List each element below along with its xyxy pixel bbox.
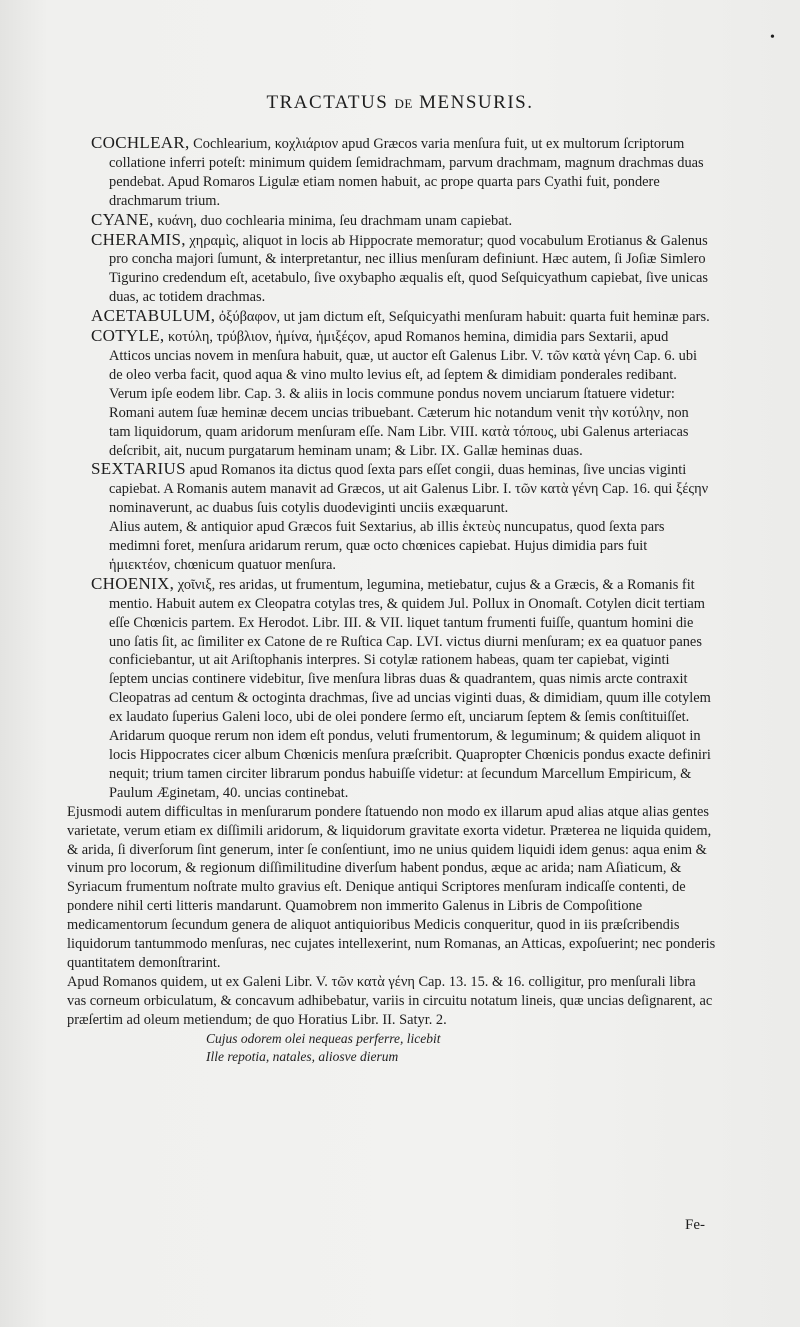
- entry-choenix: [91, 575, 711, 803]
- entry-cochlear: [91, 134, 711, 211]
- entry-acetabulum: [91, 307, 711, 327]
- entry-cyane: [91, 211, 711, 231]
- entry-head: CHERAMIS,: [91, 229, 186, 249]
- text-body: [67, 133, 716, 1066]
- entry-head: CHOENIX,: [91, 573, 175, 593]
- entry-head: CYANE,: [91, 209, 154, 229]
- title-part3: MENSURIS.: [419, 92, 534, 113]
- page-title: [0, 92, 800, 114]
- entry-text: κοτύλη, τρύβλιον, ἡμίνα, ἡμιξέςον, apud Romanos hemina, dimidia pars Sextarii, apud Atticos uncias novem in menſura habuit, quæ, ut auctor eſt Galenus Libr. V. τῶν κατὰ γένη Cap. 6. ubi de oleo verba facit, quod aqua & vino multo levius eſt, ad ſeptem & dimidiam ponderales redibant. Verum ipſe eodem libr. Cap. 3. & aliis in locis commune pondus novem unciarum ſtatuere videtur: Romani autem ſuæ heminæ decem uncias tribuebant. Cæterum hic notandum venit τὴν κοτύλην, non tam liquidorum, quam aridorum menſuram eſſe. Nam Libr. VIII. κατὰ τόπους, ubi Galenus arteriacas deſcribit, ait, nucum purgatarum heminam unam; & Libr. IX. Gallæ heminas duas.: [109, 329, 698, 459]
- entry-head: COCHLEAR,: [91, 133, 190, 152]
- entry-text: ὀξύβαφον, ut jam dictum eſt, Seſquicyathi menſuram habuit: quarta fuit heminæ pars.: [215, 309, 710, 326]
- title-part1: TRACTATUS: [266, 92, 389, 113]
- paragraph-ejusmodi: [67, 803, 717, 973]
- entry-cotyle: [91, 327, 711, 460]
- entry-cheramis: [91, 231, 711, 308]
- verse-line-1: Cujus odorem olei nequeas perferre, licebit: [206, 1030, 441, 1046]
- entry-head: ACETABULUM,: [91, 306, 216, 326]
- entry-text: apud Romanos ita dictus quod ſexta pars eſſet congii, duas heminas, ſive uncias viginti capiebat. A Romanis autem manavit ad Græcos, ut ait Galenus Libr. I. τῶν κατὰ γένη Cap. 16. qui ξέςην nominaverunt, ac duabus ſuis cotylis duodeviginti unciis exæquarunt.: [109, 462, 709, 517]
- entry-sextarius: [91, 460, 711, 518]
- paragraph-text: Ejusmodi autem difficultas in menſurarum pondere ſtatuendo non modo ex illarum apud alias atque alias gentes varietate, verum etiam ex diſſimili aridorum, & liquidorum gravitate exorta videtur. Præterea ne liquida quidem, & arida, ſi diverſorum ſint generum, inter ſe conſentiunt, imo ne unius quidem liquidi idem genus: aqua enim & vinum pro locorum, & regionum diſſimilitudine diverſum habent pondus, æque ac arida; nam Aſiaticum, & Syriacum frumentum noſtrate multo gravius eſt. Denique antiqui Scriptores menſuram indicaſſe contenti, de pondere nihil certi litteris mandarunt. Quamobrem non immerito Galenus in Libris de Compoſitione medicamentorum ſecundum genera de aliquot antiquioribus Medicis conqueritur, quod in iis præſcribendis liquidorum tantummodo menſuras, nec cujates intellexerint, num Romanas, an Atticas, expoſuerint; nec ponderis quantitatem demonſtrarint.: [67, 803, 716, 971]
- corner-mark: •: [770, 30, 775, 45]
- verse-line-2: Ille repotia, natales, aliosve dierum: [206, 1048, 399, 1064]
- entry-text: χηραμὶς, aliquot in locis ab Hippocrate memoratur; quod vocabulum Erotianus & Galenus pro concha majori ſumunt, & interpretantur, nec illius menſuram definiunt. Hæc autem, ſi Joſiæ Simlero Tigurino credendum eſt, acetabulo, ſive oxybapho æqualis eſt, quod Seſquicyathum capiebat, ſive unicas duas, ac totidem drachmas.: [109, 232, 708, 306]
- entry-text: κυάνη, duo cochlearia minima, ſeu drachmam unam capiebat.: [153, 212, 513, 229]
- catchword: Fe-: [685, 1217, 705, 1233]
- paragraph-apud-romanos: [67, 973, 717, 1030]
- paragraph-sextarius-alius: Alius autem, & antiquior apud Græcos fuit Sextarius, ab illis ἑκτεὺς nuncupatus, quod ſexta pars medimni foret, menſura aridarum rerum, quæ octo chœnices capiebat. Hujus dimidia pars fuit ἡμιεκτέον, chœnicum quatuor menſura.: [109, 519, 665, 573]
- entry-text: χοῖνιξ, res aridas, ut frumentum, legumina, metiebatur, cujus & a Græcis, & a Romanis fit mentio. Habuit autem ex Cleopatra cotylas tres, & quidem Jul. Pollux in Onomaſt. Cotylen dicit tertiam eſſe Chœnicis partem. Ex Herodot. Libr. III. & VII. liquet tantum frumenti fuiſſe, quantum homini die uno ſatis ſit, ac ſimiliter ex Catone de re Ruſtica Cap. LVI. victus diurni menſuram; ex ea quatuor panes conficiebantur, ut ait Ariſtophanis interpres. Si cotylæ rationem habeas, quam ter capiebat, viginti ſeptem uncias continere videbitur, ſive menſura libras duas & quadrantem, quas nimis arcte contraxit Cleopatras ad centum & octoginta drachmas, ſive ad uncias viginti duas, & dimidiam, quum ille cotylem ex laudato ſuperius Galeni loco, ubi de olei pondere ſermo eſt, unciarum ſeptem & ſemis conſtituiſſet. Aridarum quoque rerum non idem eſt pondus, veluti frumentorum, & leguminum; & quidem aliquot in locis Hippocrates cicer album Chœnicis menſura præſcribit. Quapropter Chœnicis pondus exacte definiri nequit; trium tamen circiter librarum pondus habuiſſe videtur: at ſecundum Marcellum Empiricum, & Paulum Æginetam, 40. uncias continebat.: [109, 576, 711, 801]
- entry-text: Cochlearium, κοχλιάριον apud Græcos varia menſura fuit, ut ex multorum ſcriptorum collatione inferri poteſt: minimum quidem ſemidrachmam, parvum drachmam, magnum drachmas duas pendebat. Apud Romaros Ligulæ etiam nomen habuit, ac prope quarta pars Cyathi fuit, pondere drachmarum trium.: [109, 136, 704, 209]
- entry-head: SEXTARIUS: [91, 459, 186, 479]
- entry-head: COTYLE,: [91, 326, 165, 346]
- title-part2: DE: [394, 96, 413, 111]
- paragraph-text: Apud Romanos quidem, ut ex Galeni Libr. V. τῶν κατὰ γένη Cap. 13. 15. & 16. colligitur, pro menſurali libra vas corneum orbiculatum, & concavum adhibebatur, variis in circuitu notatum lineis, quæ uncias deſignarent, ac præſertim ad oleum metiendum; de quo Horatius Libr. II. Satyr. 2.: [67, 973, 713, 1028]
